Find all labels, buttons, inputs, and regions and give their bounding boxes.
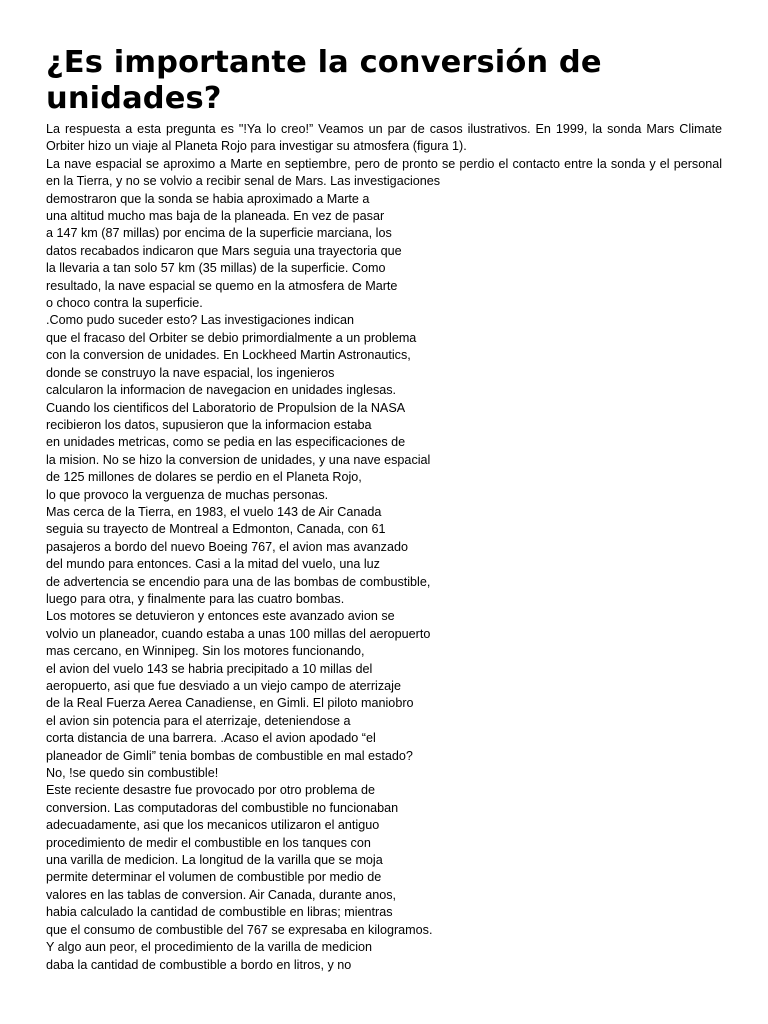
text-line: con la conversion de unidades. En Lockheed Martin Astronautics, (46, 348, 411, 363)
text-line: o choco contra la superficie. (46, 296, 203, 311)
text-line: seguia su trayecto de Montreal a Edmonton, Canada, con 61 (46, 522, 386, 537)
text-line: lo que provoco la verguenza de muchas personas. (46, 487, 329, 502)
text-line: volvio un planeador, cuando estaba a unas 100 millas del aeropuerto (46, 626, 431, 641)
text-line: una altitud mucho mas baja de la planeada. En vez de pasar (46, 209, 385, 224)
text-line: una varilla de medicion. La longitud de la varilla que se moja (46, 853, 383, 868)
text-line: Los motores se detuvieron y entonces este avanzado avion se (46, 609, 395, 624)
page-title (46, 45, 722, 117)
text-line: la llevaria a tan solo 57 km (35 millas) de la superficie. Como (46, 261, 386, 276)
text-line: La nave espacial se aproximo a Marte en septiembre, pero de pronto se perdio el contacto entre la sonda y el personal (46, 156, 722, 171)
text-line: Cuando los cientificos del Laboratorio de Propulsion de la NASA (46, 400, 406, 415)
text-line: La respuesta a esta pregunta es "!Ya lo creo!” Veamos un par de casos ilustrativos. En 1999, la sonda Mars Climate (46, 122, 722, 136)
text-line: de 125 millones de dolares se perdio en el Planeta Rojo, (46, 470, 362, 485)
text-line: donde se construyo la nave espacial, los ingenieros (46, 365, 335, 380)
text-line: del mundo para entonces. Casi a la mitad del vuelo, una luz (46, 557, 380, 572)
page-title-line: ¿Es importante la conversión de (46, 45, 602, 80)
text-line: Mas cerca de la Tierra, en 1983, el vuelo 143 de Air Canada (46, 504, 382, 519)
page-title-line: unidades? (46, 81, 222, 116)
text-line: luego para otra, y finalmente para las cuatro bombas. (46, 591, 345, 606)
text-line: valores en las tablas de conversion. Air Canada, durante anos, (46, 887, 397, 902)
text-line: mas cercano, en Winnipeg. Sin los motores funcionando, (46, 644, 365, 659)
text-line: demostraron que la sonda se habia aproximado a Marte a (46, 191, 370, 206)
text-line: conversion. Las computadoras del combustible no funcionaban (46, 800, 399, 815)
text-line: la mision. No se hizo la conversion de unidades, y una nave espacial (46, 452, 431, 467)
text-line: Este reciente desastre fue provocado por otro problema de (46, 783, 376, 798)
text-line: a 147 km (87 millas) por encima de la superficie marciana, los (46, 226, 392, 241)
text-line: de advertencia se encendio para una de las bombas de combustible, (46, 574, 431, 589)
text-line: No, !se quedo sin combustible! (46, 766, 219, 781)
text-line: procedimiento de medir el combustible en los tanques con (46, 835, 371, 850)
text-line: daba la cantidad de combustible a bordo en litros, y no (46, 957, 352, 972)
text-line: en la Tierra, y no se volvio a recibir senal de Mars. Las investigaciones (46, 174, 441, 189)
text-line: el avion del vuelo 143 se habria precipitado a 10 millas del (46, 661, 373, 676)
text-line: calcularon la informacion de navegacion en unidades inglesas. (46, 383, 397, 398)
text-line: pasajeros a bordo del nuevo Boeing 767, el avion mas avanzado (46, 539, 408, 554)
text-line: Orbiter hizo un viaje al Planeta Rojo para investigar su atmosfera (figura 1). (46, 139, 467, 154)
text-line: que el consumo de combustible del 767 se expresaba en kilogramos. (46, 922, 433, 937)
text-line: habia calculado la cantidad de combustible en libras; mientras (46, 905, 393, 920)
text-line: corta distancia de una barrera. .Acaso el avion apodado “el (46, 731, 376, 746)
article-body (46, 121, 722, 974)
text-line: recibieron los datos, supusieron que la informacion estaba (46, 417, 372, 432)
document-page (46, 45, 722, 974)
text-line: datos recabados indicaron que Mars seguia una trayectoria que (46, 243, 402, 258)
text-line: el avion sin potencia para el aterrizaje, deteniendose a (46, 713, 351, 728)
text-line: de la Real Fuerza Aerea Canadiense, en Gimli. El piloto maniobro (46, 696, 414, 711)
text-line: aeropuerto, asi que fue desviado a un viejo campo de aterrizaje (46, 679, 401, 693)
text-line: que el fracaso del Orbiter se debio primordialmente a un problema (46, 330, 417, 345)
text-line: resultado, la nave espacial se quemo en la atmosfera de Marte (46, 278, 398, 293)
text-line: en unidades metricas, como se pedia en las especificaciones de (46, 435, 406, 450)
text-line: adecuadamente, asi que los mecanicos utilizaron el antiguo (46, 818, 380, 833)
text-line: permite determinar el volumen de combustible por medio de (46, 870, 382, 885)
text-line: .Como pudo suceder esto? Las investigaciones indican (46, 313, 355, 328)
text-line: Y algo aun peor, el procedimiento de la varilla de medicion (46, 940, 373, 955)
text-line: planeador de Gimli” tenia bombas de combustible en mal estado? (46, 748, 413, 763)
